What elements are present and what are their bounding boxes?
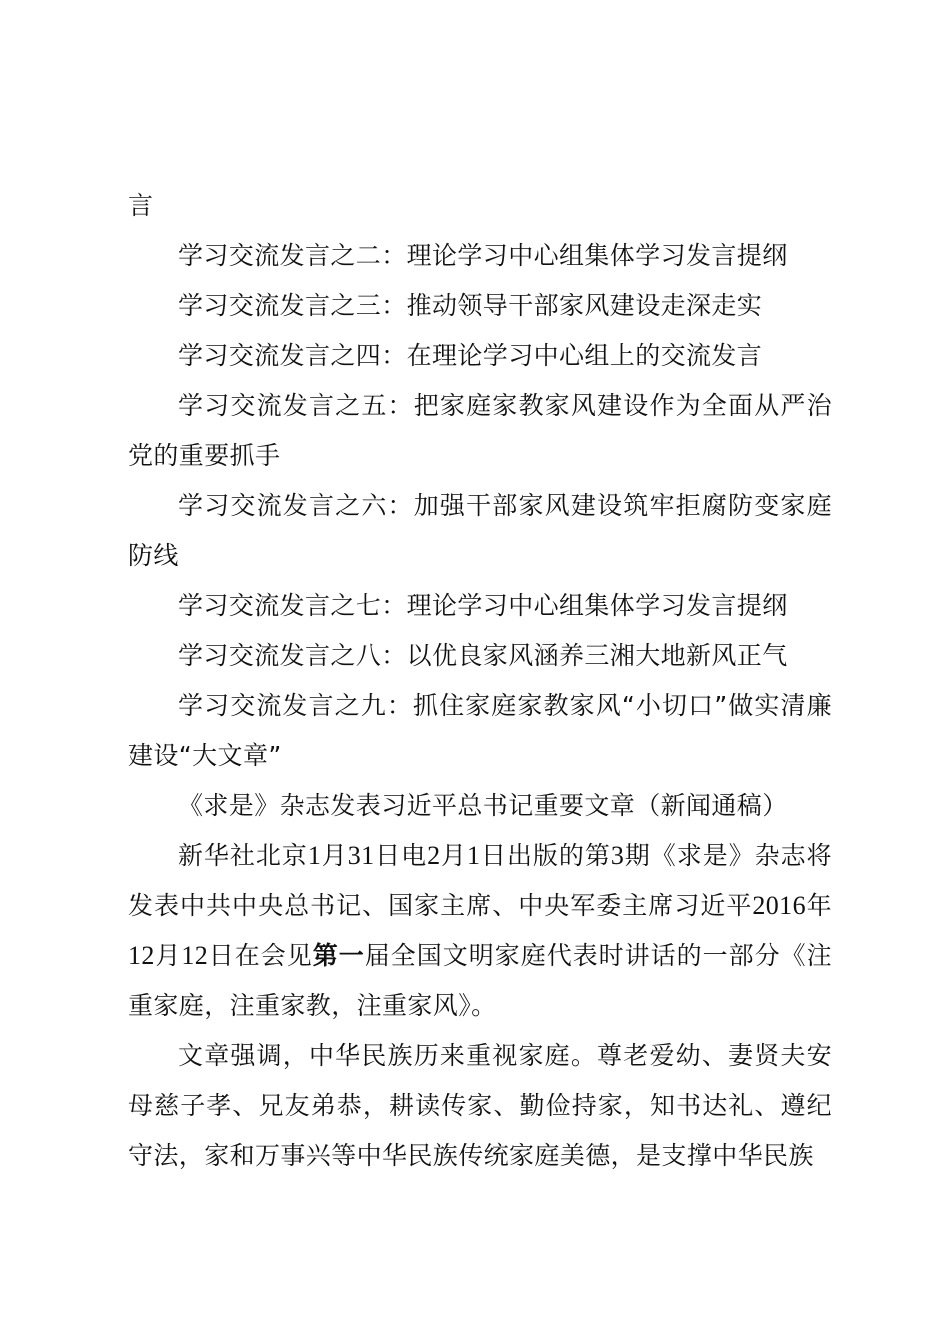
toc-item-4: 学习交流发言之四：在理论学习中心组上的交流发言 bbox=[178, 341, 763, 370]
number-run: 2 bbox=[427, 841, 441, 870]
number-run: 1 bbox=[307, 841, 322, 870]
toc-item-9: 学习交流发言之九：抓住家庭家教家风“小切口”做实清廉建设“大文章” bbox=[128, 691, 832, 770]
toc-item-6: 学习交流发言之六：加强干部家风建设筑牢拒腐防变家庭防线 bbox=[128, 491, 832, 570]
bold-text-run: 第一 bbox=[312, 941, 365, 970]
toc-item-8: 学习交流发言之八：以优良家风涵养三湘大地新风正气 bbox=[178, 641, 788, 670]
number-run: 2016 bbox=[752, 891, 806, 920]
text-run: 月 bbox=[154, 941, 182, 970]
toc-item-7: 学习交流发言之七：理论学习中心组集体学习发言提纲 bbox=[178, 591, 788, 620]
toc-item-2: 学习交流发言之二：理论学习中心组集体学习发言提纲 bbox=[178, 241, 788, 270]
text-run: 期《求是》杂志将发表中共中央总书记、国家主席、中央军委主席习近平 bbox=[128, 841, 832, 920]
toc-item-3: 学习交流发言之三：推动领导干部家风建设走深走实 bbox=[178, 291, 763, 320]
toc-item-5: 学习交流发言之五：把家庭家教家风建设作为全面从严治党的重要抓手 bbox=[128, 391, 832, 470]
number-run: 1 bbox=[467, 841, 481, 870]
article-title: 《求是》杂志发表习近平总书记重要文章（新闻通稿） bbox=[178, 791, 788, 820]
continued-line: 言 bbox=[128, 191, 154, 220]
article-paragraph-2: 文章强调，中华民族历来重视家庭。尊老爱幼、妻贤夫安母慈子孝、兄友弟恭，耕读传家、勤俭持家，知书达礼、遵纪守法，家和万事兴等中华民族传统家庭美德，是支撑中华民族 bbox=[128, 1041, 832, 1170]
text-run: 年 bbox=[805, 891, 832, 920]
number-run: 31 bbox=[347, 841, 375, 870]
text-run: 日电 bbox=[374, 841, 428, 870]
number-run: 12 bbox=[181, 941, 209, 970]
text-run: 月 bbox=[440, 841, 468, 870]
text-run: 日在会见 bbox=[208, 941, 313, 970]
text-run: 届全国文明家庭代表时讲话的一部分《注重家庭，注重家教，注重家风》。 bbox=[128, 941, 832, 1020]
text-run: 月 bbox=[321, 841, 348, 870]
text-run: 新华社北京 bbox=[178, 841, 308, 870]
number-run: 12 bbox=[128, 941, 155, 970]
text-run: 日出版的第 bbox=[480, 841, 611, 870]
number-run: 3 bbox=[610, 841, 625, 870]
article-paragraph-1 bbox=[128, 831, 832, 1031]
document-page bbox=[128, 181, 832, 1181]
